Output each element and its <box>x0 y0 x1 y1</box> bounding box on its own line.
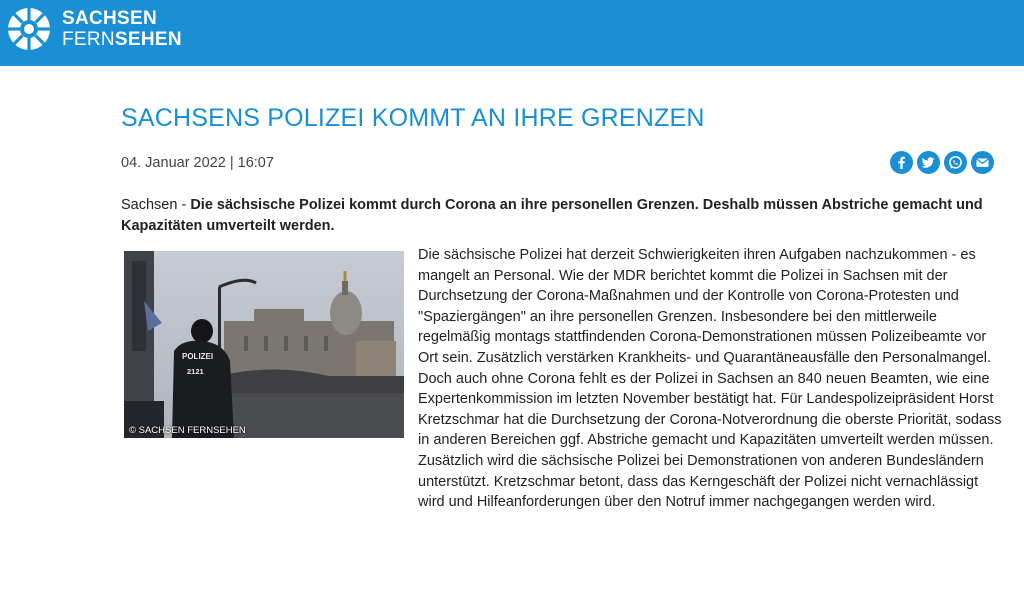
twitter-share-button[interactable] <box>917 151 940 174</box>
email-share-button[interactable] <box>971 151 994 174</box>
logo-line-1: SACHSEN <box>62 8 158 29</box>
logo-mark-icon <box>6 6 52 52</box>
image-credit: © SACHSEN FERNSEHEN <box>129 425 246 436</box>
article-body: Die sächsische Polizei hat derzeit Schwierigkeiten ihren Aufgaben nachzukommen - es mangelt an Personal. Wie der MDR berichtet kommt die Polizei in Sachsen mit der Durchsetzung der Corona-Maßnahmen und der Kontrolle von Corona-Protesten und "Spaziergängen" an ihre personellen Grenzen. Insbesondere bei den mittlerweile regelmäßig montags stattfindenden Corona-Demonstrationen müssen Polizeibeamte vor Ort sein. Zusätzlich verstärken Krankheits- und Quarantäneausfälle den Personalmangel. Doch auch ohne Corona fehlt es der Polizei in Sachsen an 840 neuen Beamten, wie eine Expertenkommission im letzten November bestätigt hat. Für Landespolizeipräsident Horst Kretzschmar hat die Durchsetzung der Corona-Notverordnung die oberste Priorität, sodass in anderen Bereichen ggf. Abstriche gemacht und Kapazitäten umverteilt werden müssen. Zusätzlich wird die sächsische Polizei bei Demonstrationen von anderen Bundesländern unterstützt. Kretzschmar betont, dass das Kerngeschäft der Polizei nicht vernachlässigt wird und Hilfeanforderungen über den Notruf immer nachgegangen werden wird. <box>418 247 1002 511</box>
facebook-icon <box>890 151 913 174</box>
article-title: SACHSENS POLIZEI KOMMT AN IHRE GRENZEN <box>121 104 705 132</box>
site-header <box>0 0 1024 66</box>
whatsapp-share-button[interactable] <box>944 151 967 174</box>
article-image <box>124 251 404 438</box>
police-dresden-photo <box>124 251 404 438</box>
whatsapp-icon <box>944 151 967 174</box>
twitter-icon <box>917 151 940 174</box>
site-logo[interactable] <box>6 6 182 52</box>
logo-line-2a: FERN <box>62 29 115 50</box>
logo-line-2b: SEHEN <box>114 29 182 50</box>
logo-line-2 <box>62 29 182 50</box>
vest-number: 2121 <box>187 367 204 376</box>
logo-wordmark <box>62 8 182 50</box>
lead-location: Sachsen - <box>121 197 191 213</box>
article-lead <box>121 195 1006 237</box>
email-icon <box>971 151 994 174</box>
lead-text: Die sächsische Polizei kommt durch Corona an ihre personellen Grenzen. Deshalb müssen Abstriche gemacht und Kapazitäten umverteilt werden. <box>121 197 983 234</box>
facebook-share-button[interactable] <box>890 151 913 174</box>
article-date: 04. Januar 2022 | 16:07 <box>121 155 274 171</box>
share-bar <box>890 151 994 174</box>
vest-label: POLIZEI <box>182 352 214 361</box>
